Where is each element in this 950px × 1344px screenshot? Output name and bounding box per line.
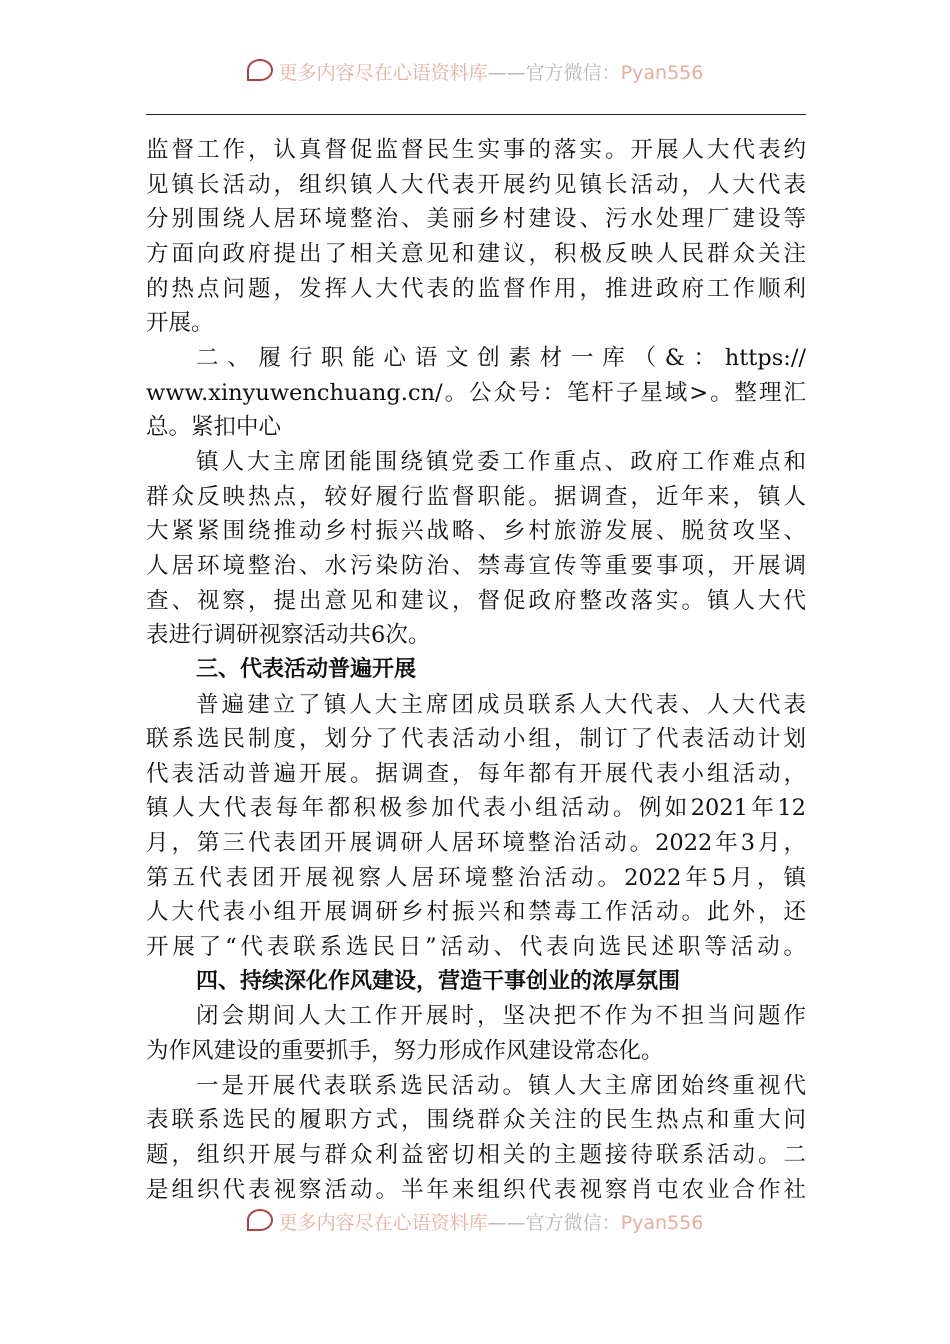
text-line: 一是开展代表联系选民活动。镇人大主席团始终重视代 [196,1072,806,1099]
text-line: 闭会期间人大工作开展时，坚决把不作为不担当问题作 [196,1003,806,1030]
text-line: 分别围绕人居环境整治、美丽乡村建设、污水处理厂建设等 [146,206,806,233]
text-line: 为作风建设的重要抓手，努力形成作风建设常态化。 [146,1038,664,1065]
text-line: 查、视察，提出意见和建议，督促政府整改落实。镇人大代 [146,587,806,614]
text-line: 表联系选民的履职方式，围绕群众关注的民生热点和重大问 [146,1107,806,1134]
text-line: 是组织代表视察活动。半年来组织代表视察肖屯农业合作社 [146,1176,806,1203]
text-line: 第五代表团开展视察人居环境整治活动。2022年5月，镇 [146,864,806,891]
watermark-wechat-label: ——官方微信： [487,62,621,84]
text-line: 月，第三代表团开展调研人居环境整治活动。2022年3月， [146,830,806,857]
document-body [146,133,806,1207]
text-line: 题，组织开展与群众利益密切相关的主题接待联系活动。二 [146,1142,806,1169]
text-line: 联系选民制度，划分了代表活动小组，制订了代表活动计划 [146,726,806,753]
watermark-id: Pyan556 [620,62,704,84]
text-line: 二、履行职能心语文创素材一库（&：https:// [196,344,806,371]
logo-icon [247,59,273,81]
header-rule [146,114,806,115]
text-line: 总。紧扣中心 [146,414,282,441]
text-line: 代表活动普遍开展。据调查，每年都有开展代表小组活动， [146,760,806,787]
header-watermark [0,58,950,85]
text-line: 人居环境整治、水污染防治、禁毒宣传等重要事项，开展调 [146,552,806,579]
footer-watermark [0,1208,950,1235]
text-line: www.xinyuwenchuang.cn/。公众号：笔杆子星域>。整理汇 [146,379,806,406]
text-line: 普遍建立了镇人大主席团成员联系人大代表、人大代表 [196,691,806,718]
text-line: 开展。 [146,310,214,337]
text-line: 监督工作，认真督促监督民生实事的落实。开展人大代表约 [146,137,806,163]
text-line: 人大代表小组开展调研乡村振兴和禁毒工作活动。此外，还 [146,899,806,926]
watermark-text: 更多内容尽在心语资料库 [278,62,488,84]
text-line: 方面向政府提出了相关意见和建议，积极反映人民群众关注 [146,240,806,267]
text-line: 镇人大代表每年都积极参加代表小组活动。例如2021年12 [146,795,806,822]
logo-icon [247,1209,273,1231]
text-line: 开展了“代表联系选民日”活动、代表向选民述职等活动。 [146,934,806,961]
text-line: 群众反映热点，较好履行监督职能。据调查，近年来，镇人 [146,483,806,510]
text-line: 镇人大主席团能围绕镇党委工作重点、政府工作难点和 [196,448,806,475]
text-line: 表进行调研视察活动共6次。 [146,622,431,649]
watermark-wechat-label: ——官方微信： [487,1212,621,1234]
watermark-text: 更多内容尽在心语资料库 [278,1212,488,1234]
section-heading: 三、代表活动普遍开展 [196,656,417,682]
text-line: 见镇长活动，组织镇人大代表开展约见镇长活动，人大代表 [146,171,806,198]
section-heading: 四、持续深化作风建设，营造干事创业的浓厚氛围 [196,968,681,994]
watermark-id: Pyan556 [620,1212,704,1234]
text-line: 的热点问题，发挥人大代表的监督作用，推进政府工作顺利 [146,275,806,302]
text-line: 大紧紧围绕推动乡村振兴战略、乡村旅游发展、脱贫攻坚、 [146,518,806,545]
